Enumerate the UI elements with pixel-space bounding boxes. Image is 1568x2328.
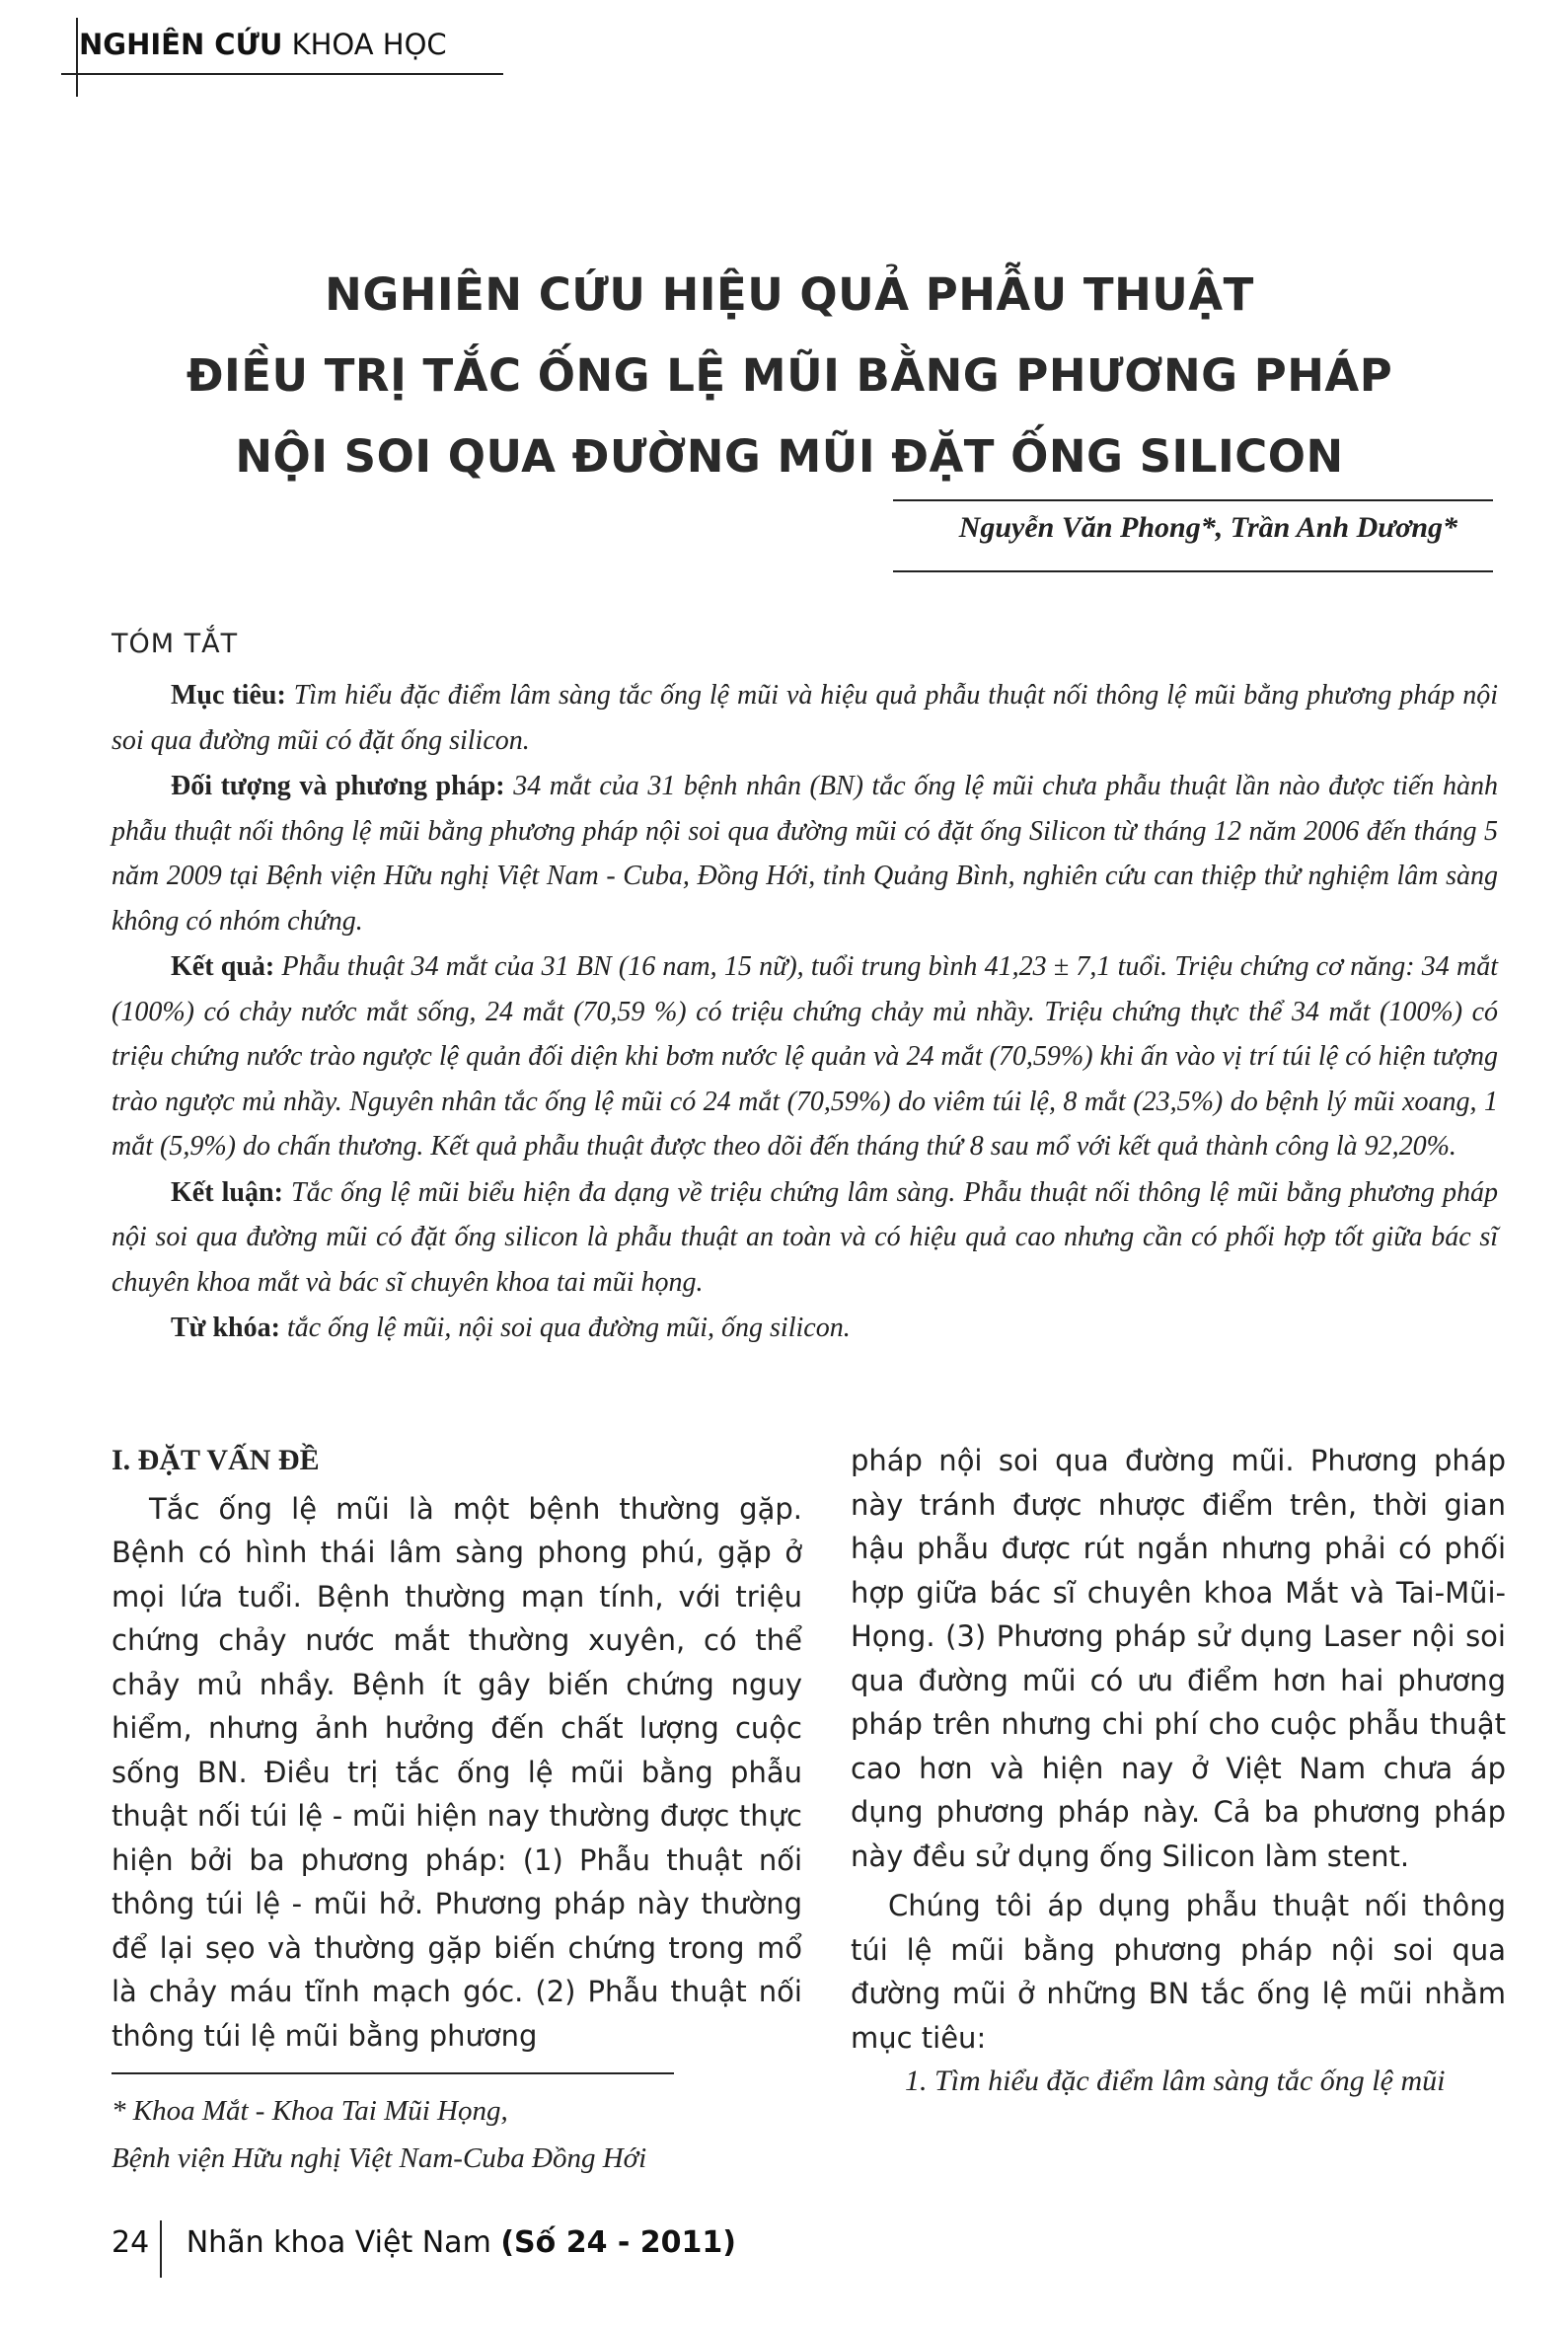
title-line-1: NGHIÊN CỨU HIỆU QUẢ PHẪU THUẬT [325,268,1254,321]
body-right-paragraph-1: pháp nội soi qua đường mũi. Phương pháp này tránh được nhược điểm trên, thời gian hậu phẫu được rút ngắn nhưng phải có phối hợp giữa bác sĩ chuyên khoa Mắt và Tai-Mũi-Họng. (3) Phương pháp sử dụng Laser nội soi qua đường mũi có ưu điểm hơn hai phương pháp trên nhưng chi phí cho cuộc phẫu thuật cao hơn và hiện nay ở Việt Nam chưa áp dụng phương pháp này. Cả ba phương pháp này đều sử dụng ống Silicon làm stent. [851,1444,1506,1873]
page-number: 24 [112,2225,150,2260]
title-line-2: ĐIỀU TRỊ TẮC ỐNG LỆ MŨI BẰNG PHƯƠNG PHÁP [186,349,1393,402]
methods-text: 34 mắt của 31 bệnh nhân (BN) tắc ống lệ mũi chưa phẫu thuật lần nào được tiến hành phẫu thuật nối thông lệ mũi bằng phương pháp nội soi qua đường mũi có đặt ống Silicon từ tháng 12 năm 2006 đến tháng 5 năm 2009 tại Bệnh viện Hữu nghị Việt Nam - Cuba, Đồng Hới, tỉnh Quảng Bình, nghiên cứu can thiệp thử nghiệm lâm sàng không có nhóm chứng. [112,771,1498,937]
methods-label: Đối tượng và phương pháp: [171,771,505,801]
footnote-line-1: * Khoa Mắt - Khoa Tai Mũi Họng, [112,2095,508,2127]
header-rule [61,73,503,75]
section-header-bold: NGHIÊN CỨU [79,28,283,61]
page-footer [112,2225,736,2260]
abstract-methods [112,764,1498,943]
objective-label: Mục tiêu: [171,680,286,711]
abstract-heading: TÓM TẮT [112,629,239,659]
conclusion-label: Kết luận: [171,1176,283,1208]
body-left-paragraph: Tắc ống lệ mũi là một bệnh thường gặp. Bệnh có hình thái lâm sàng phong phú, gặp ở mọi lứa tuổi. Bệnh thường mạn tính, với triệu chứng chảy nước mắt thường xuyên, có thể chảy mủ nhầy. Bệnh ít gây biến chứng nguy hiểm, nhưng ảnh hưởng đến chất lượng cuộc sống BN. Điều trị tắc ống lệ mũi bằng phẫu thuật nối túi lệ - mũi hiện nay thường được thực hiện bởi ba phương pháp: (1) Phẫu thuật nối thông túi lệ - mũi hở. Phương pháp này thường để lại sẹo và thường gặp biến chứng trong mổ là chảy máu tĩnh mạch góc. (2) Phẫu thuật nối thông túi lệ mũi bằng phương [112,1491,802,2053]
abstract [112,673,1498,1352]
section-header [79,28,447,61]
title-line-3: NỘI SOI QUA ĐƯỜNG MŨI ĐẶT ỐNG SILICON [235,430,1344,483]
abstract-keywords [112,1306,1498,1351]
footnote-line-2: Bệnh viện Hữu nghị Việt Nam-Cuba Đồng Hới [112,2142,647,2174]
objective-text: Tìm hiểu đặc điểm lâm sàng tắc ống lệ mũi và hiệu quả phẫu thuật nối thông lệ mũi bằng phương pháp nội soi qua đường mũi có đặt ống silicon. [112,680,1499,756]
conclusion-text: Tắc ống lệ mũi biểu hiện đa dạng về triệu chứng lâm sàng. Phẫu thuật nối thông lệ mũi bằng phương pháp nội soi qua đường mũi có đặt ống silicon là phẫu thuật an toàn và có hiệu quả cao nhưng cần có phối hợp tốt giữa bác sĩ chuyên khoa mắt và bác sĩ chuyên khoa tai mũi họng. [112,1176,1499,1298]
journal-name: Nhãn khoa Việt Nam [186,2225,491,2260]
keywords-text: tắc ống lệ mũi, nội soi qua đường mũi, ống silicon. [286,1313,851,1343]
header-left-tick [76,18,78,97]
abstract-results [112,944,1498,1169]
footer-divider [160,2220,162,2278]
abstract-objective [112,673,1498,763]
authors-rule-bottom [893,570,1493,572]
body-right-paragraph-2: Chúng tôi áp dụng phẫu thuật nối thông túi lệ mũi bằng phương pháp nội soi qua đường mũi ở những BN tắc ống lệ mũi nhằm mục tiêu: [851,1889,1506,2055]
footnote-rule [112,2072,674,2074]
abstract-conclusion [112,1170,1498,1306]
authors: Nguyễn Văn Phong*, Trần Anh Dương* [958,511,1457,544]
body-right-column [851,1439,1506,2104]
article-title [79,255,1500,497]
section-header-rest: KHOA HỌC [291,28,447,61]
journal-issue: (Số 24 - 2011) [500,2225,737,2260]
results-label: Kết quả: [171,951,275,982]
section-heading: I. ĐẶT VẤN ĐỀ [112,1444,320,1476]
keywords-label: Từ khóa: [171,1313,280,1343]
body-left-column [112,1439,802,2058]
body-right-objective-1: 1. Tìm hiểu đặc điểm lâm sàng tắc ống lệ mũi [905,2065,1446,2097]
footnote [112,2087,646,2182]
results-text: Phẫu thuật 34 mắt của 31 BN (16 nam, 15 nữ), tuổi trung bình 41,23 ± 7,1 tuổi. Triệu chứng cơ năng: 34 mắt (100%) có chảy nước mắt sống, 24 mắt (70,59 %) có triệu chứng chảy mủ nhầy. Triệu chứng thực thể 34 mắt (100%) có triệu chứng nước trào ngược lệ quản đối diện khi bơm nước lệ quản và 24 mắt (70,59%) khi ấn vào vị trí túi lệ có hiện tượng trào ngược mủ nhầy. Nguyên nhân tắc ống lệ mũi có 24 mắt (70,59%) do viêm túi lệ, 8 mắt (23,5%) do bệnh lý mũi xoang, 1 mắt (5,9%) do chấn thương. Kết quả phẫu thuật được theo dõi đến tháng thứ 8 sau mổ với kết quả thành công là 92,20%. [112,951,1499,1162]
authors-rule-top [893,499,1493,501]
